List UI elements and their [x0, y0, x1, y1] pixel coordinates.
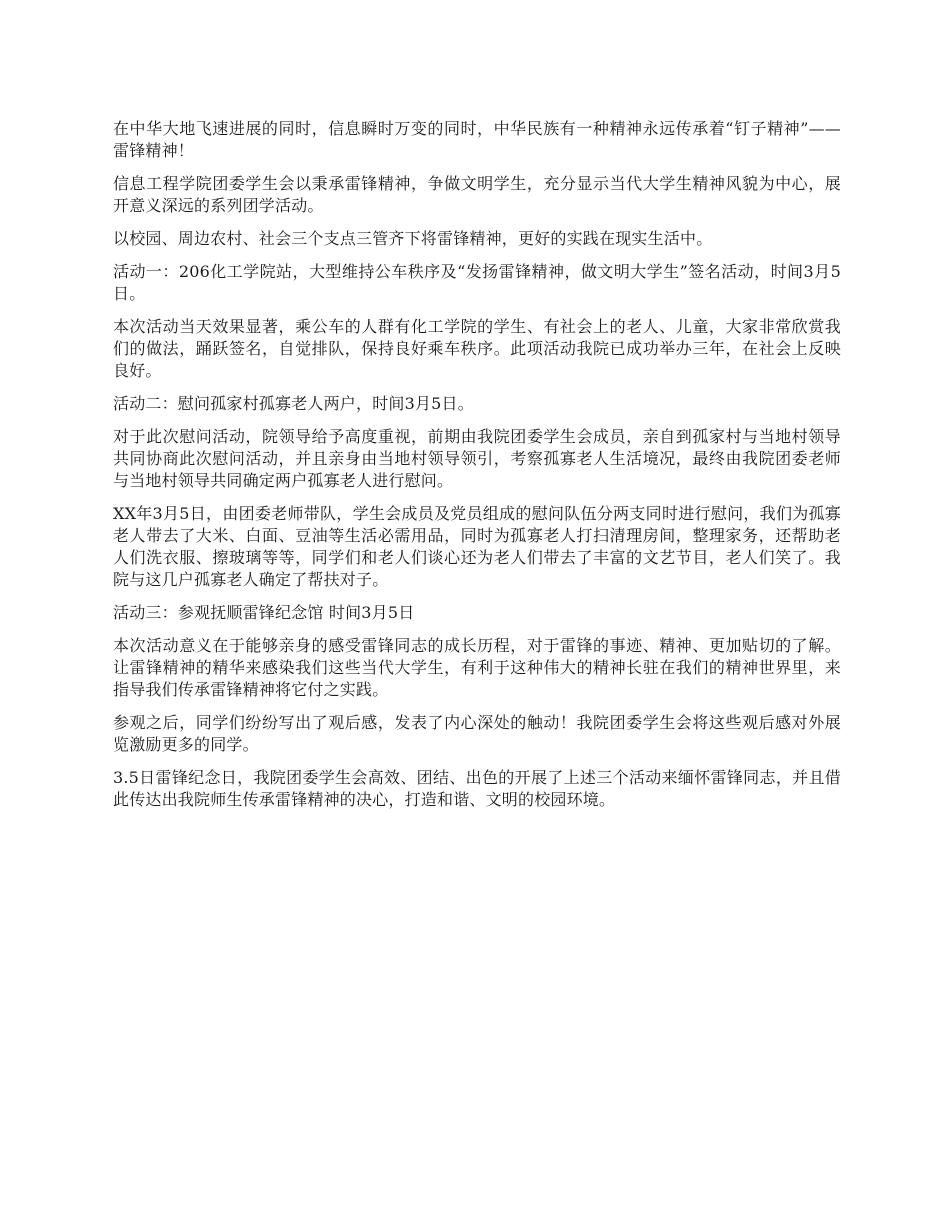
paragraph-conclusion: 3.5日雷锋纪念日，我院团委学生会高效、团结、出色的开展了上述三个活动来缅怀雷锋同志，并且借此传达出我院师生传承雷锋精神的决心，打造和谐、文明的校园环境。 — [113, 768, 841, 809]
paragraph-activity-three-heading: 活动三：参观抚顺雷锋纪念馆 时间3月5日 — [113, 603, 415, 622]
paragraph-scope: 以校园、周边农村、社会三个支点三管齐下将雷锋精神，更好的实践在现实生活中。 — [113, 229, 713, 248]
paragraph-reflections: 参观之后，同学们纷纷写出了观后感，发表了内心深处的触动！我院团委学生会将这些观后感对外展览激励更多的同学。 — [113, 713, 841, 754]
paragraph-activity-two-heading: 活动二：慰问孤家村孤寡老人两户，时间3月5日。 — [113, 394, 474, 413]
paragraph-activity-one-heading: 活动一：206化工学院站，大型维持公车秩序及“发扬雷锋精神，做文明大学生”签名活动，时间3月5日。 — [113, 262, 841, 303]
paragraph-activity-two-preparation: 对于此次慰问活动，院领导给予高度重视，前期由我院团委学生会成员，亲自到孤家村与当地村领导共同协商此次慰问活动，并且亲身由当地村领导领引，考察孤寡老人生活境况，最终由我院团委老师与当地村领导共同确定两户孤寡老人进行慰问。 — [113, 427, 841, 490]
paragraph-activity-two-visit: XX年3月5日，由团委老师带队，学生会成员及党员组成的慰问队伍分两支同时进行慰问，我们为孤寡老人带去了大米、白面、豆油等生活必需用品，同时为孤寡老人打扫清理房间，整理家务，还帮助老人们洗衣服、擦玻璃等等，同学们和老人们谈心还为老人们带去了丰富的文艺节目，老人们笑了。我院与这几户孤寡老人确定了帮扶对子。 — [113, 504, 841, 589]
paragraph-mission: 信息工程学院团委学生会以秉承雷锋精神，争做文明学生，充分显示当代大学生精神风貌为中心，展开意义深远的系列团学活动。 — [113, 174, 841, 215]
paragraph-activity-three-meaning: 本次活动意义在于能够亲身的感受雷锋同志的成长历程，对于雷锋的事迹、精神、更加贴切的了解。让雷锋精神的精华来感染我们这些当代大学生，有利于这种伟大的精神长驻在我们的精神世界里，来指导我们传承雷锋精神将它付之实践。 — [113, 636, 841, 699]
document-body — [113, 118, 841, 822]
paragraph-activity-one-result: 本次活动当天效果显著，乘公车的人群有化工学院的学生、有社会上的老人、儿童，大家非常欣赏我们的做法，踊跃签名，自觉排队，保持良好乘车秩序。此项活动我院已成功举办三年，在社会上反映良好。 — [113, 317, 841, 380]
paragraph-intro: 在中华大地飞速进展的同时，信息瞬时万变的同时，中华民族有一种精神永远传承着“钉子精神”——雷锋精神！ — [113, 119, 841, 160]
